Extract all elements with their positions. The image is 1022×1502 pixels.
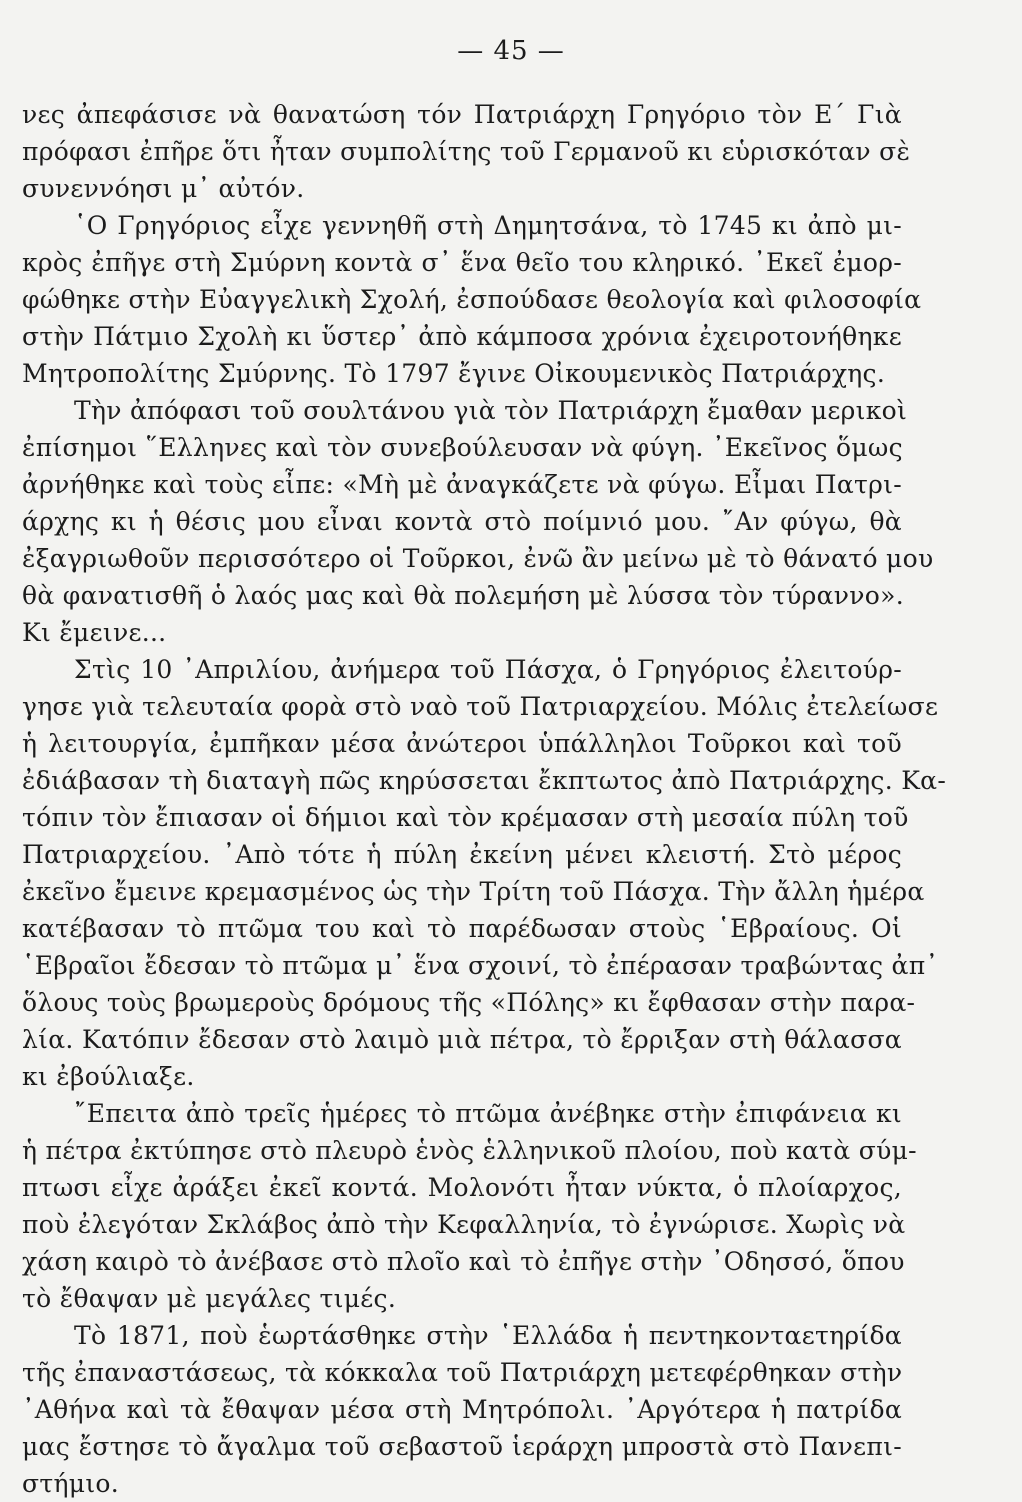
page-number: — 45 — <box>457 36 565 66</box>
text-line: Τὴν ἀπόφασι τοῦ σουλτάνου γιὰ τὸν Πατριάρχη ἔμαθαν μερικοὶ <box>74 396 908 425</box>
text-line: τῆς ἐπαναστάσεως, τὰ κόκκαλα τοῦ Πατριάρχη μετεφέρθηκαν στὴν <box>22 1358 903 1387</box>
text-line: πρόφασι ἐπῆρε ὅτι ἦταν συμπολίτης τοῦ Γερμανοῦ κι εὑρισκόταν σὲ <box>22 137 911 166</box>
text-line: συνεννόησι μ᾿ αὐτόν. <box>22 174 305 203</box>
text-line: κατέβασαν τὸ πτῶμα του καὶ τὸ παρέδωσαν στοὺς ῾Εβραίους. Οἱ <box>22 914 902 943</box>
text-line: στήμιο. <box>22 1469 120 1498</box>
text-line: ῾Ο Γρηγόριος εἶχε γεννηθῆ στὴ Δημητσάνα, τὸ 1745 κι ἀπὸ μι- <box>74 211 902 240</box>
text-line: ἀρνήθηκε καὶ τοὺς εἶπε: «Μὴ μὲ ἀναγκάζετε νὰ φύγω. Εἶμαι Πατρι- <box>22 470 902 499</box>
text-line: φώθηκε στὴν Εὐαγγελικὴ Σχολή, ἐσπούδασε θεολογία καὶ φιλοσοφία <box>22 285 922 314</box>
text-line: ῎Επειτα ἀπὸ τρεῖς ἡμέρες τὸ πτῶμα ἀνέβηκε στὴν ἐπιφάνεια κι <box>74 1099 902 1128</box>
text-line: θὰ φανατισθῆ ὁ λαός μας καὶ θὰ πολεμήση μὲ λύσσα τὸν τύραννο». <box>22 581 904 610</box>
text-line: τόπιν τὸν ἔπιασαν οἱ δήμιοι καὶ τὸν κρέμασαν στὴ μεσαία πύλη τοῦ <box>22 803 909 832</box>
text-line: ἡ πέτρα ἐκτύπησε στὸ πλευρὸ ἑνὸς ἑλληνικοῦ πλοίου, ποὺ κατὰ σύμ- <box>22 1136 917 1165</box>
text-line: νες ἀπεφάσισε νὰ θανατώση τόν Πατριάρχη Γρηγόριο τὸν Ε΄ Γιὰ <box>22 100 902 129</box>
text-line: γησε γιὰ τελευταία φορὰ στὸ ναὸ τοῦ Πατριαρχείου. Μόλις ἐτελείωσε <box>22 692 939 721</box>
body-text <box>22 96 947 1502</box>
text-line: Κι ἔμεινε... <box>22 618 167 647</box>
text-line: ἐπίσημοι ῞Ελληνες καὶ τὸν συνεβούλευσαν νὰ φύγη. ᾿Εκεῖνος ὅμως <box>22 433 903 462</box>
text-line: Τὸ 1871, ποὺ ἑωρτάσθηκε στὴν ῾Ελλάδα ἡ πεντηκονταετηρίδα <box>74 1321 902 1350</box>
text-line: στὴν Πάτμιο Σχολὴ κι ὕστερ᾿ ἀπὸ κάμποσα χρόνια ἐχειροτονήθηκε <box>22 322 902 351</box>
text-line: κι ἐβούλιαξε. <box>22 1062 195 1091</box>
text-line: χάση καιρὸ τὸ ἀνέβασε στὸ πλοῖο καὶ τὸ ἐπῆγε στὴν ᾿Οδησσό, ὅπου <box>22 1247 905 1276</box>
text-line: ᾿Αθήνα καὶ τὰ ἔθαψαν μέσα στὴ Μητρόπολι. ᾿Αργότερα ἡ πατρίδα <box>22 1395 902 1424</box>
text-line: μας ἔστησε τὸ ἄγαλμα τοῦ σεβαστοῦ ἱεράρχη μπροστὰ στὸ Πανεπι- <box>22 1432 902 1461</box>
text-line: λία. Κατόπιν ἔδεσαν στὸ λαιμὸ μιὰ πέτρα, τὸ ἔρριξαν στὴ θάλασσα <box>22 1025 902 1054</box>
text-line: Πατριαρχείου. ᾿Απὸ τότε ἡ πύλη ἐκείνη μένει κλειστή. Στὸ μέρος <box>22 840 902 869</box>
text-line: ποὺ ἐλεγόταν Σκλάβος ἀπὸ τὴν Κεφαλληνία, τὸ ἐγνώρισε. Χωρὶς νὰ <box>22 1210 906 1239</box>
text-line: ἐκεῖνο ἔμεινε κρεμασμένος ὡς τὴν Τρίτη τοῦ Πάσχα. Τὴν ἄλλη ἡμέρα <box>22 877 925 906</box>
text-line: πτωσι εἶχε ἀράξει ἐκεῖ κοντά. Μολονότι ἦταν νύκτα, ὁ πλοίαρχος, <box>22 1173 902 1202</box>
text-line: άρχης κι ἡ θέσις μου εἶναι κοντὰ στὸ ποίμνιό μου. ῎Αν φύγω, θὰ <box>22 507 902 536</box>
text-line: τὸ ἔθαψαν μὲ μεγάλες τιμές. <box>22 1284 397 1313</box>
text-line: Στὶς 10 ᾿Απριλίου, ἀνήμερα τοῦ Πάσχα, ὁ Γρηγόριος ἐλειτούρ- <box>74 655 902 684</box>
text-line: ἐδιάβασαν τὴ διαταγὴ πῶς κηρύσσεται ἔκπτωτος ἀπὸ Πατριάρχης. Κα- <box>22 766 947 795</box>
text-line: ὅλους τοὺς βρωμεροὺς δρόμους τῆς «Πόλης» κι ἔφθασαν στὴν παρα- <box>22 988 916 1017</box>
text-line: ἐξαγριωθοῦν περισσότερο οἱ Τοῦρκοι, ἐνῶ ἂν μείνω μὲ τὸ θάνατό μου <box>22 544 934 573</box>
text-line: κρὸς ἐπῆγε στὴ Σμύρνη κοντὰ σ᾿ ἕνα θεῖο του κληρικό. ᾿Εκεῖ ἐμορ- <box>22 248 902 277</box>
text-line: ἡ λειτουργία, ἐμπῆκαν μέσα ἀνώτεροι ὑπάλληλοι Τοῦρκοι καὶ τοῦ <box>22 729 902 758</box>
text-line: Μητροπολίτης Σμύρνης. Τὸ 1797 ἔγινε Οἰκουμενικὸς Πατριάρχης. <box>22 359 886 388</box>
text-line: ῾Εβραῖοι ἔδεσαν τὸ πτῶμα μ᾿ ἕνα σχοινί, τὸ ἐπέρασαν τραβώντας ἀπ᾿ <box>22 951 939 980</box>
